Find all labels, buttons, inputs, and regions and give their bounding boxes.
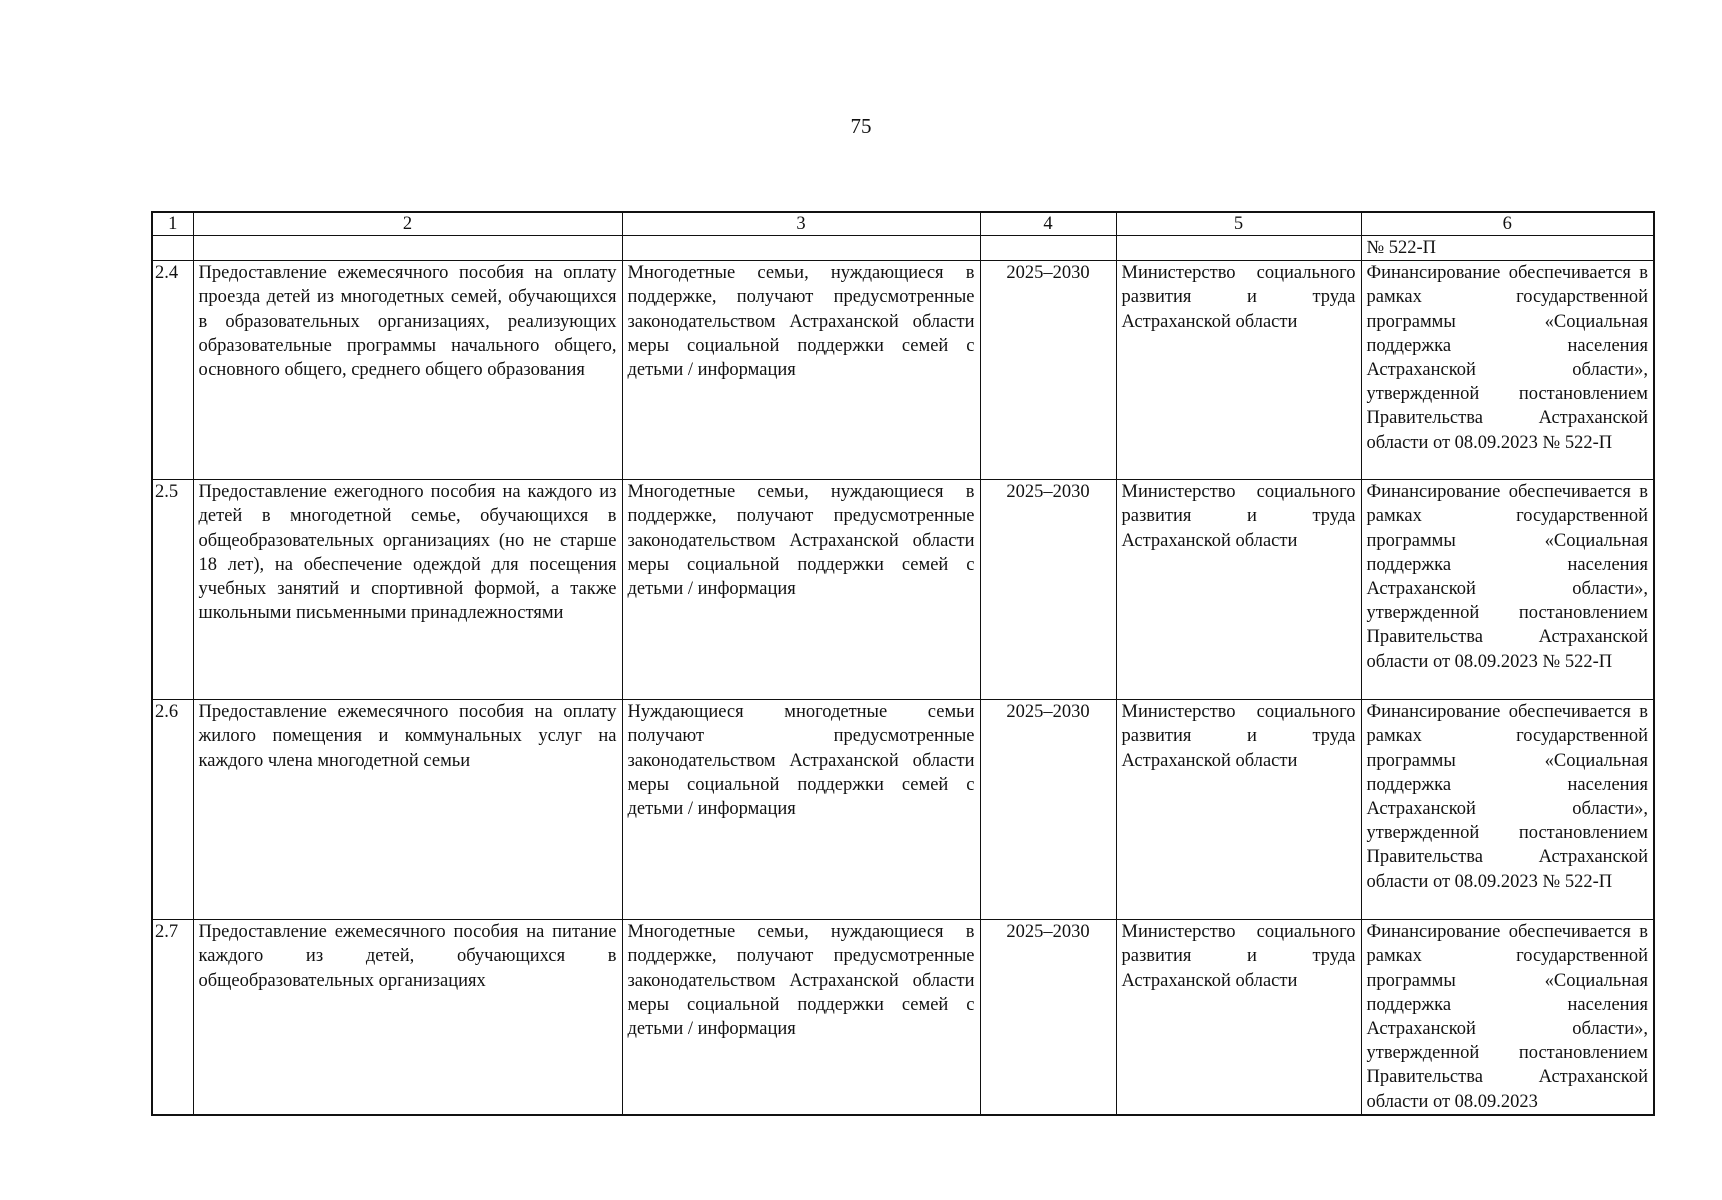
activity-cell: Предоставление ежемесячного пособия на оплату проезда детей из многодетных семей, обучающихся в образовательных организациях, реализующих образовательные программы начального общего, основного общего, среднего общего образования (193, 261, 622, 480)
result-cell: Многодетные семьи, нуждающиеся в поддержке, получают предусмотренные законодательством Астраханской области меры социальной поддержки семей с детьми / информация (622, 261, 980, 480)
period-cell: 2025–2030 (980, 920, 1116, 1116)
column-number-4: 4 (980, 212, 1116, 236)
activity-cell: Предоставление ежемесячного пособия на оплату жилого помещения и коммунальных услуг на каждого члена многодетной семьи (193, 700, 622, 920)
continuation-cell-result (622, 236, 980, 261)
measures-table (151, 211, 1655, 1116)
financing-cell: Финансирование обеспечивается в рамках государственной программы «Социальная поддержка населения Астраханской области», утвержденной постановлением Правительства Астраханской области от 08.09.2023 № 522-П (1361, 261, 1654, 480)
table-row (152, 480, 1654, 700)
row-number: 2.7 (152, 920, 193, 1116)
period-cell: 2025–2030 (980, 700, 1116, 920)
column-number-3: 3 (622, 212, 980, 236)
continuation-cell-num (152, 236, 193, 261)
result-cell: Нуждающиеся многодетные семьи получают предусмотренные законодательством Астраханской области меры социальной поддержки семей с детьми / информация (622, 700, 980, 920)
table-row (152, 261, 1654, 480)
continuation-cell-period (980, 236, 1116, 261)
continuation-cell-activity (193, 236, 622, 261)
column-number-2: 2 (193, 212, 622, 236)
financing-cell: Финансирование обеспечивается в рамках государственной программы «Социальная поддержка населения Астраханской области», утвержденной постановлением Правительства Астраханской области от 08.09.2023 № 522-П (1361, 480, 1654, 700)
financing-cell: Финансирование обеспечивается в рамках государственной программы «Социальная поддержка населения Астраханской области», утвержденной постановлением Правительства Астраханской области от 08.09.2023 № 522-П (1361, 700, 1654, 920)
column-number-6: 6 (1361, 212, 1654, 236)
table-row (152, 920, 1654, 1116)
result-cell: Многодетные семьи, нуждающиеся в поддержке, получают предусмотренные законодательством Астраханской области меры социальной поддержки семей с детьми / информация (622, 920, 980, 1116)
executor-cell: Министерство социального развития и труда Астраханской области (1116, 700, 1361, 920)
executor-cell: Министерство социального развития и труда Астраханской области (1116, 261, 1361, 480)
period-cell: 2025–2030 (980, 480, 1116, 700)
page-number: 75 (850, 114, 872, 138)
row-number: 2.5 (152, 480, 193, 700)
result-cell: Многодетные семьи, нуждающиеся в поддержке, получают предусмотренные законодательством Астраханской области меры социальной поддержки семей с детьми / информация (622, 480, 980, 700)
period-cell: 2025–2030 (980, 261, 1116, 480)
financing-cell: Финансирование обеспечивается в рамках государственной программы «Социальная поддержка населения Астраханской области», утвержденной постановлением Правительства Астраханской области от 08.09.2023 (1361, 920, 1654, 1116)
table-row (152, 700, 1654, 920)
activity-cell: Предоставление ежегодного пособия на каждого из детей в многодетной семье, обучающихся в общеобразовательных организациях (но не старше 18 лет), на обеспечение одеждой для посещения учебных занятий и спортивной формой, а также школьными письменными принадлежностями (193, 480, 622, 700)
column-number-5: 5 (1116, 212, 1361, 236)
table-header-row (152, 212, 1654, 236)
row-number: 2.6 (152, 700, 193, 920)
column-number-1: 1 (152, 212, 193, 236)
executor-cell: Министерство социального развития и труда Астраханской области (1116, 920, 1361, 1116)
executor-cell: Министерство социального развития и труда Астраханской области (1116, 480, 1361, 700)
continuation-row (152, 236, 1654, 261)
row-number: 2.4 (152, 261, 193, 480)
continuation-cell-financing: № 522-П (1361, 236, 1654, 261)
activity-cell: Предоставление ежемесячного пособия на питание каждого из детей, обучающихся в общеобразовательных организациях (193, 920, 622, 1116)
continuation-cell-executor (1116, 236, 1361, 261)
